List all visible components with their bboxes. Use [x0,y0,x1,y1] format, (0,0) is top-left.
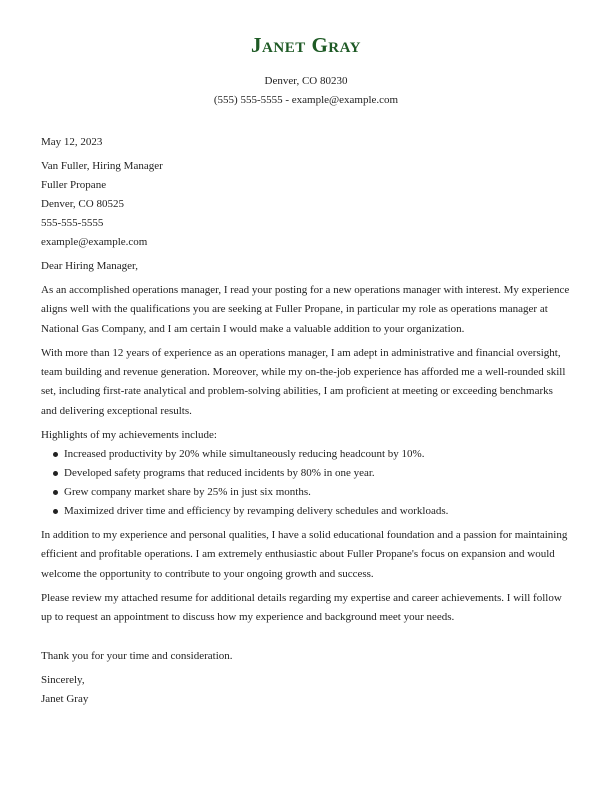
sender-name: Janet Gray [251,33,361,57]
letter-body [41,133,571,709]
body-paragraph: Please review my attached resume for additional details regarding my expertise and career achievements. I will follow up to request an appointment to discuss how my experience and background meet your needs. [41,591,562,624]
achievement-text: Grew company market share by 25% in just six months. [64,486,311,499]
list-item [41,502,571,521]
recipient-company: Fuller Propane [41,179,107,191]
body-paragraph: In addition to my experience and personal qualities, I have a solid educational foundation and a passion for maintaining efficient and profitable operations. I am extremely enthusiastic about Fuller Propane's focus on expansion and would welcome the opportunity to contribute to your ongoing growth and success. [41,529,568,580]
achievements-list [41,445,571,521]
bullet-icon [53,471,58,476]
achievement-text: Developed safety programs that reduced incidents by 80% in one year. [64,467,375,480]
body-paragraph: With more than 12 years of experience as an operations manager, I am adept in administrative and financial oversight, team building and revenue generation. Moreover, while my on-the-job experience has afforded me a well-rounded skill set, including first-rate analytical and problem-solving abilities, I am proficient at meeting or exceeding benchmarks and delivering exceptional results. [41,346,566,417]
signature-name: Janet Gray [41,692,89,705]
sign-off: Sincerely, [41,673,85,686]
list-item [41,483,571,502]
closing-block [41,671,571,709]
recipient-name-title: Van Fuller, Hiring Manager [41,160,163,172]
salutation: Dear Hiring Manager, [41,260,138,272]
highlights-intro: Highlights of my achievements include: [41,429,217,442]
bullet-icon [53,509,58,514]
sender-address: Denver, CO 80230 [264,75,348,87]
bullet-icon [53,452,58,457]
bullet-icon [53,490,58,495]
letter-date: May 12, 2023 [41,136,103,148]
recipient-block [41,157,571,252]
body-paragraph: As an accomplished operations manager, I read your posting for a new operations manager with interest. My experience aligns well with the qualifications you are seeking at Fuller Propane, in particular my role as operations manager at National Gas Company, and I am certain I would make a valuable addition to your organization. [41,284,570,335]
achievement-text: Increased productivity by 20% while simultaneously reducing headcount by 10%. [64,448,425,461]
list-item [41,464,571,483]
sender-phone-email: (555) 555-5555 - example@example.com [213,94,399,106]
recipient-phone: 555-555-5555 [41,217,104,229]
list-item [41,445,571,464]
achievement-text: Maximized driver time and efficiency by revamping delivery schedules and workloads. [64,505,449,518]
recipient-email: example@example.com [41,236,148,248]
thanks-line: Thank you for your time and consideration. [41,649,233,662]
recipient-city-state-zip: Denver, CO 80525 [41,198,124,210]
letter-header [0,32,612,107]
